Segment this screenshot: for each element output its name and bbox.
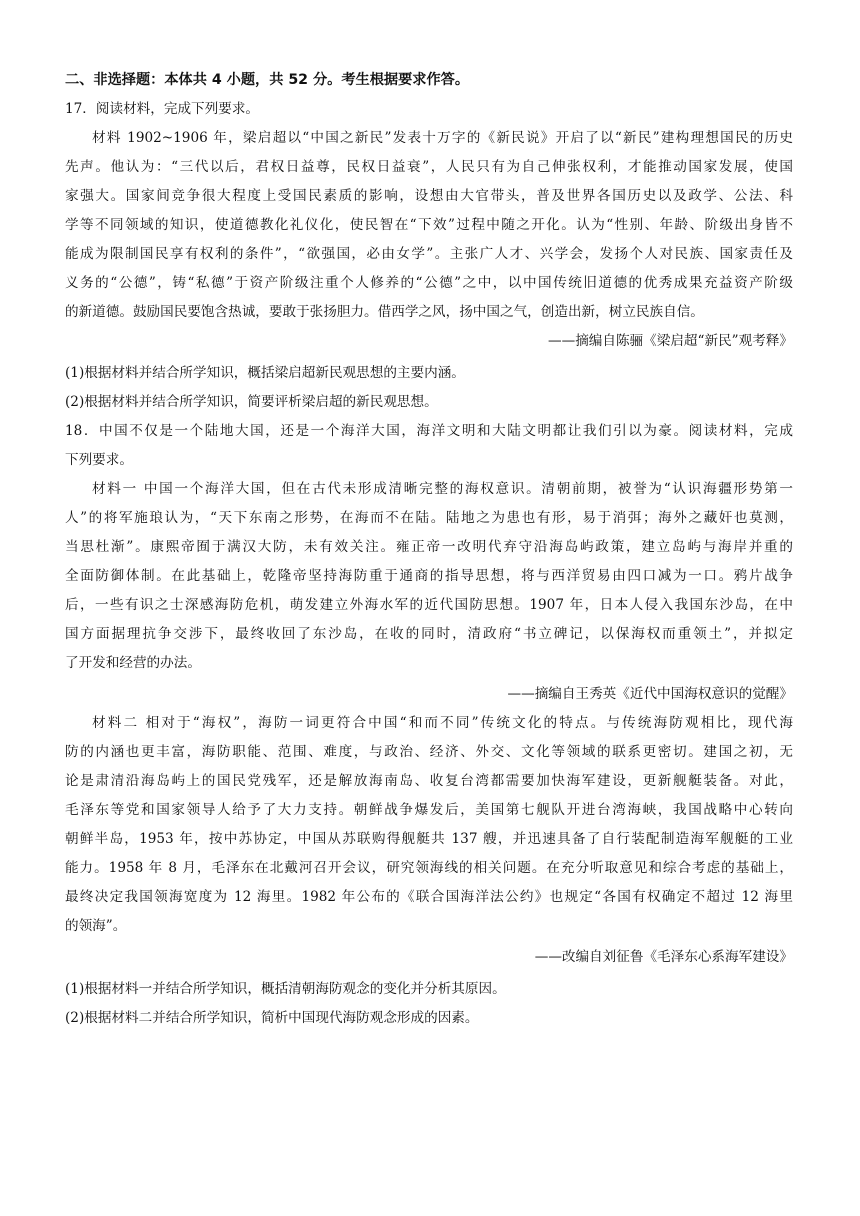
q18-material1-line: 材料一 中国一个海洋大国，但在古代未形成清晰完整的海权意识。清朝前期，被誉为“认识海疆形势第一 [92, 481, 793, 497]
q18-material2-line: 最终决定我国领海宽度为 12 海里。1982 年公布的《联合国海洋法公约》也规定“各国有权确定不超过 12 海里 [65, 889, 793, 905]
q18-stem: 18．中国不仅是一个陆地大国，还是一个海洋大国，海洋文明和大陆文明都让我们引以为豪。阅读材料，完成 [65, 423, 793, 439]
section-heading: 二、非选择题：本体共 4 小题，共 52 分。考生根据要求作答。 [65, 72, 470, 88]
q18-material2-line: 朝鲜半岛，1953 年，按中苏协定，中国从苏联购得舰艇共 137 艘，并迅速具备了自行装配制造海军舰艇的工业 [65, 831, 793, 847]
q18-material1-line: 当思杜渐”。康熙帝囿于满汉大防，未有效关注。雍正帝一改明代弃守沿海岛屿政策，建立岛屿与海岸并重的 [65, 539, 793, 555]
q18-material1-line: 了开发和经营的办法。 [65, 655, 201, 671]
q17-sub2: (2)根据材料并结合所学知识，简要评析梁启超的新民观思想。 [65, 394, 438, 410]
q18-material1-line: 全面防御体制。在此基础上，乾隆帝坚持海防重于通商的指导思想，将与西洋贸易由四口减为一口。鸦片战争 [65, 568, 793, 584]
q18-material2-line: 材料二 相对于“海权”，海防一词更符合中国“和而不同”传统文化的特点。与传统海防观相比，现代海 [92, 715, 793, 731]
q17-material-line: 能成为限制国民享有权利的条件”，“欲强国，必由女学”。主张广人才、兴学会，发扬个人对民族、国家责任及 [65, 246, 793, 262]
q17-source: ——摘编自陈骊《梁启超“新民”观考释》 [548, 333, 793, 349]
q18-sub2: (2)根据材料二并结合所学知识，简析中国现代海防观念形成的因素。 [65, 1010, 479, 1026]
q18-material1-line: 国方面据理抗争交涉下，最终收回了东沙岛，在收的同时，清政府“书立碑记，以保海权而重领土”，并拟定 [65, 626, 793, 642]
q18-material2-line: 的领海”。 [65, 918, 127, 934]
q17-sub1: (1)根据材料并结合所学知识，概括梁启超新民观思想的主要内涵。 [65, 365, 465, 381]
q17-material-line: 先声。他认为：“三代以后，君权日益尊，民权日益衰”，人民只有为自己伸张权利，才能推动国家发展，使国 [65, 159, 793, 175]
q17-stem: 17．阅读材料，完成下列要求。 [65, 101, 260, 117]
q17-material-line: 家强大。国家间竞争很大程度上受国民素质的影响，设想由大官带头，普及世界各国历史以及政学、公法、科 [65, 188, 793, 204]
q17-material-line: 义务的“公德”，铸“私德”于资产阶级注重个人修养的“公德”之中，以中国传统旧道德的优秀成果充益资产阶级 [65, 275, 793, 291]
q18-material2-line: 论是肃清沿海岛屿上的国民党残军，还是解放海南岛、收复台湾都需要加快海军建设，更新舰艇装备。对此， [65, 773, 793, 789]
q17-material-line: 学等不同领域的知识，使道德教化礼仪化，使民智在“下效”过程中随之开化。认为“性别、年龄、阶级出身皆不 [65, 217, 793, 233]
q18-sub1: (1)根据材料一并结合所学知识，概括清朝海防观念的变化并分析其原因。 [65, 981, 506, 997]
q17-material-line: 的新道德。鼓励国民要饱含热诚，要敢于张扬胆力。借西学之风，扬中国之气，创造出新，树立民族自信。 [65, 304, 704, 320]
q18-material2-line: 防的内涵也更丰富，海防职能、范围、难度，与政治、经济、外交、文化等领域的联系更密切。建国之初，无 [65, 744, 793, 760]
q18-material1-line: 后，一些有识之士深感海防危机，萌发建立外海水军的近代国防思想。1907 年，日本人侵入我国东沙岛，在中 [65, 597, 793, 613]
q18-source1: ——摘编自王秀英《近代中国海权意识的觉醒》 [507, 686, 793, 702]
q17-material-line: 材料 1902~1906 年，梁启超以“中国之新民”发表十万字的《新民说》开启了以“新民”建构理想国民的历史 [92, 130, 793, 146]
q18-material2-line: 能力。1958 年 8 月，毛泽东在北戴河召开会议，研究领海线的相关问题。在充分听取意见和综合考虑的基础上， [65, 860, 793, 876]
q18-stem-cont: 下列要求。 [65, 452, 133, 468]
q18-material1-line: 人”的将军施琅认为，“天下东南之形势，在海而不在陆。陆地之为患也有形，易于消弭；海外之藏奸也莫测， [65, 510, 793, 526]
q18-material2-line: 毛泽东等党和国家领导人给予了大力支持。朝鲜战争爆发后，美国第七舰队开进台湾海峡，我国战略中心转向 [65, 802, 793, 818]
q18-source2: ——改编自刘征鲁《毛泽东心系海军建设》 [534, 949, 793, 965]
